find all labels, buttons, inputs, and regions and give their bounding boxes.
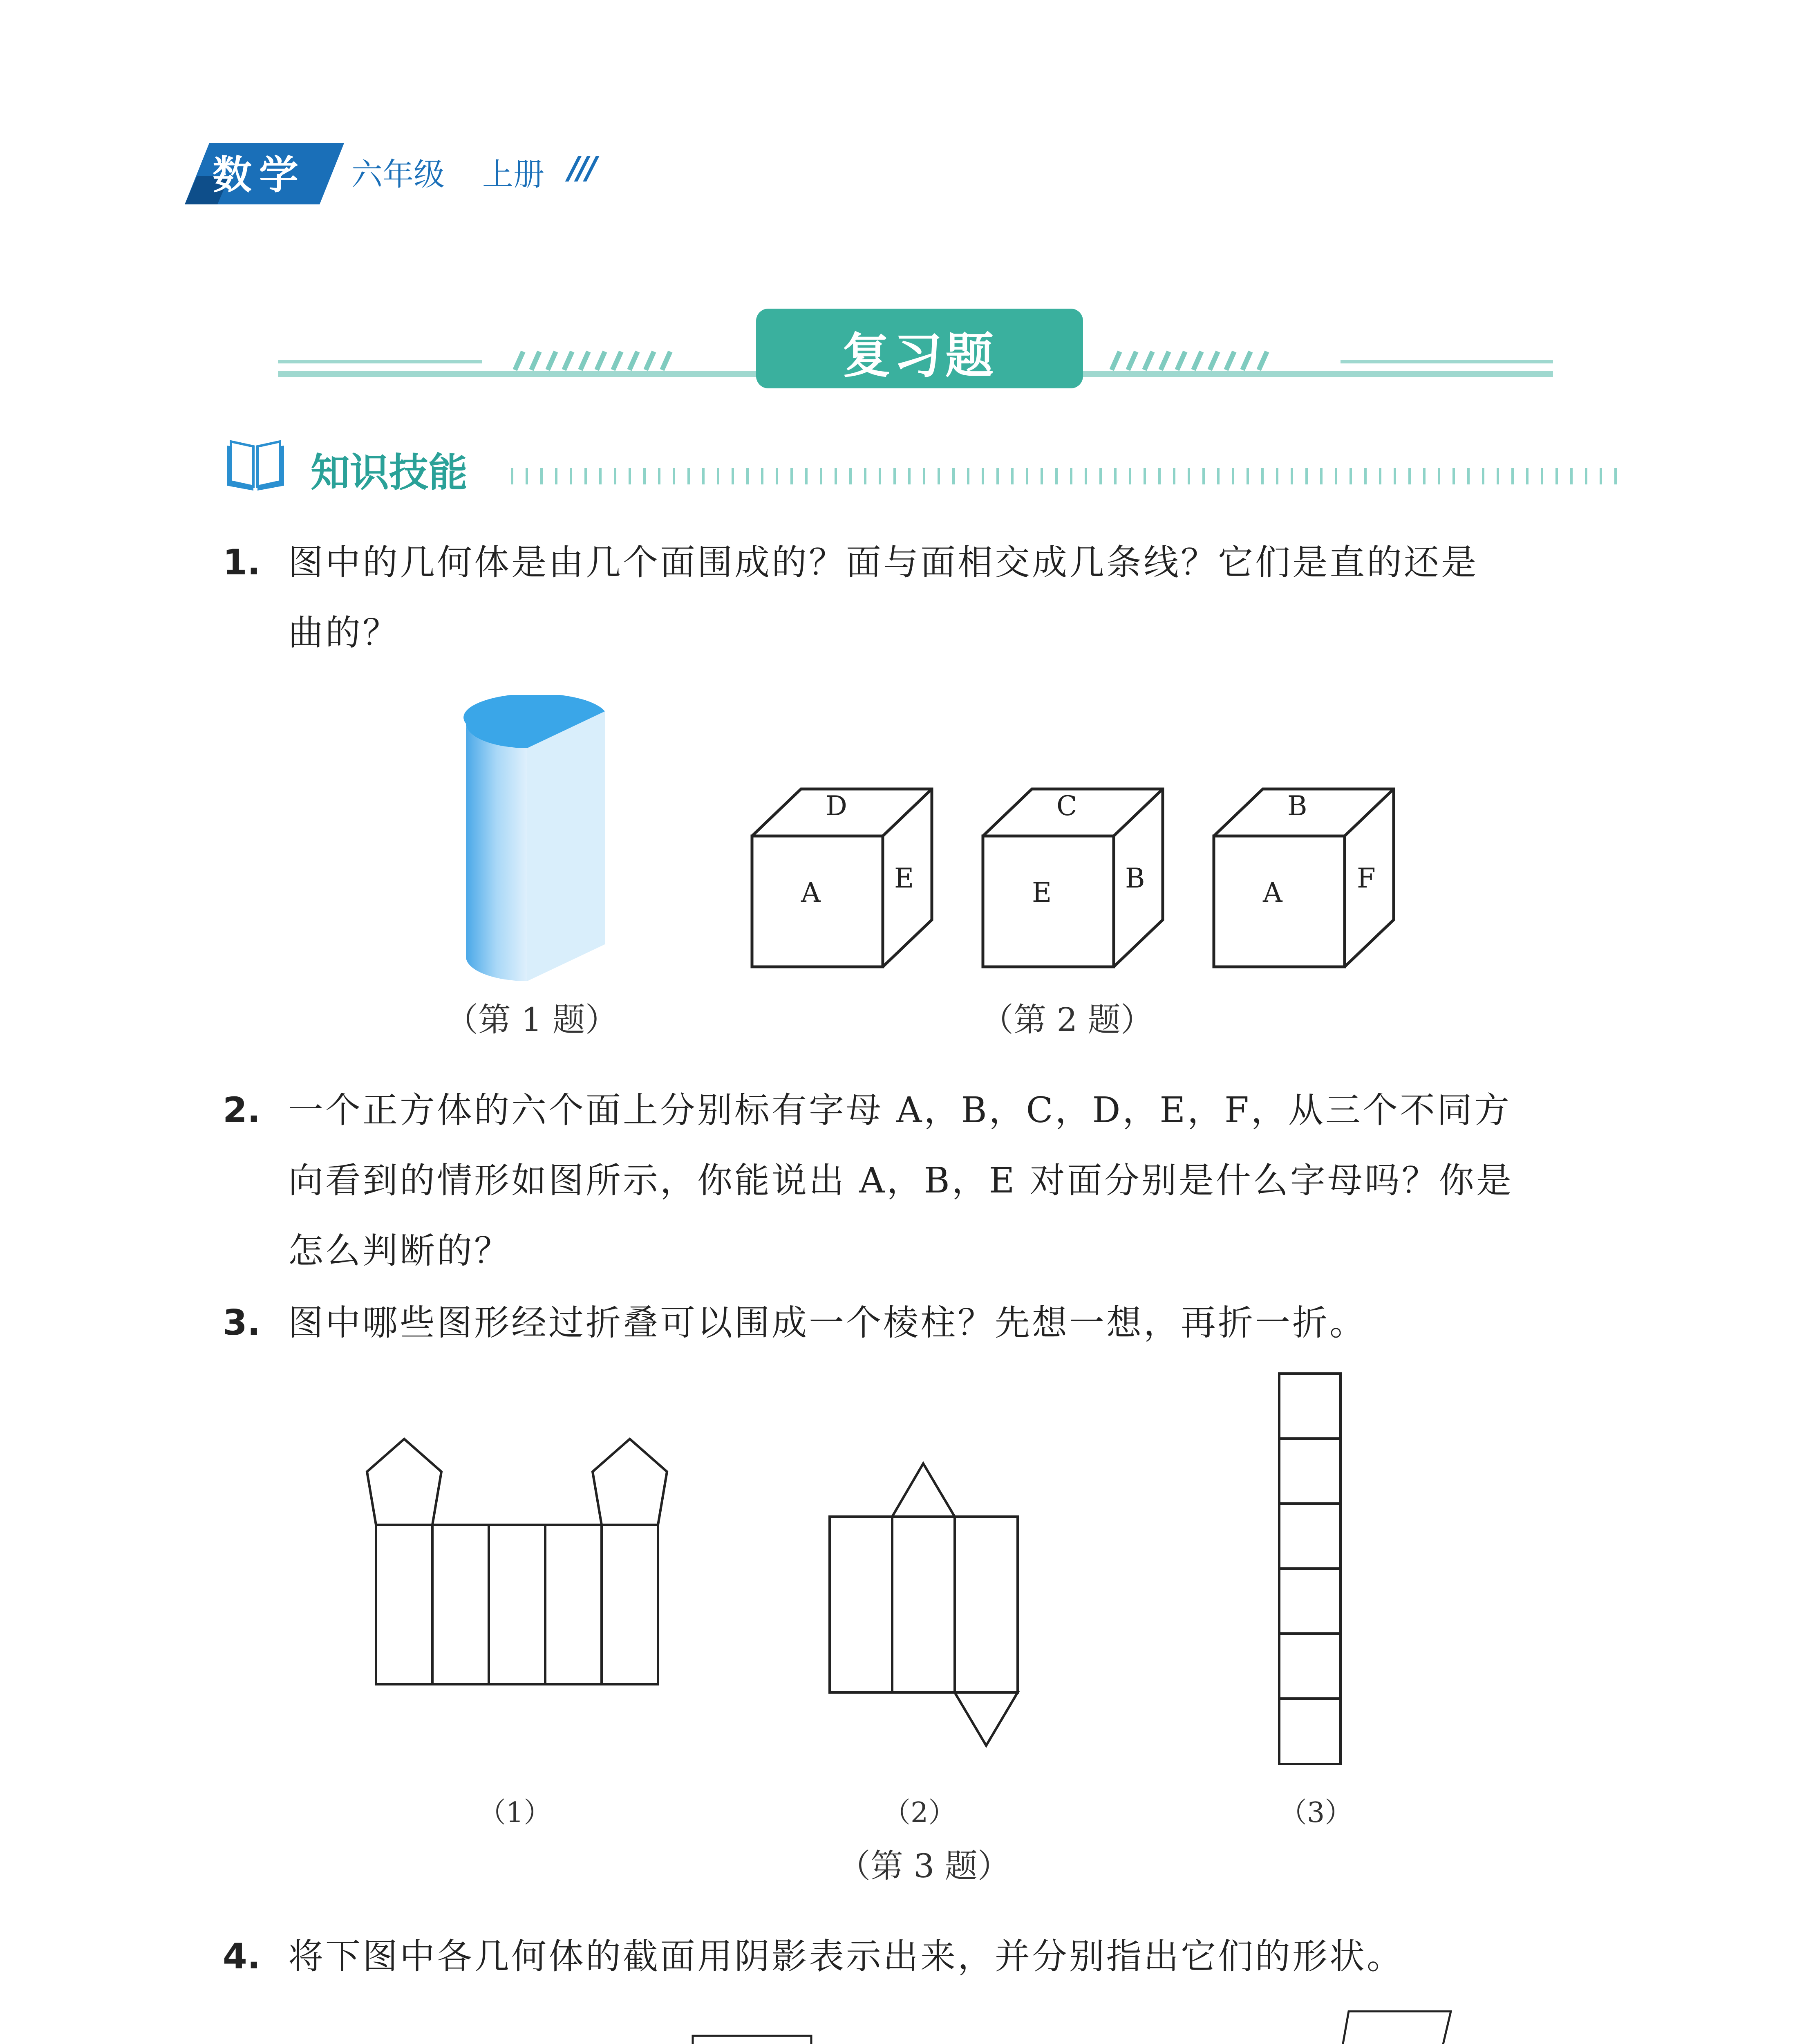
- question-1-line-2: 曲的？: [288, 612, 400, 653]
- open-book-icon: [223, 437, 288, 495]
- figure-3-label-1: （1）: [478, 1797, 552, 1829]
- question-3-number: 3.: [223, 1302, 261, 1343]
- half-cylinder-figure: [450, 695, 621, 997]
- question-2-line-3: 怎么判断的？: [288, 1230, 511, 1271]
- cube-2-top-label: C: [1056, 790, 1077, 822]
- cube-3-side-label: F: [1357, 863, 1376, 894]
- slanted-prism-section-figure: [1271, 2007, 1467, 2044]
- subject-title: 数学: [213, 152, 306, 198]
- cube-1-top-label: D: [826, 790, 847, 822]
- question-4-line-1: 将下图中各几何体的截面用阴影表示出来，并分别指出它们的形状。: [288, 1936, 1404, 1977]
- figure-3-label-2: （2）: [883, 1797, 956, 1829]
- cube-2-side-label: B: [1125, 863, 1145, 894]
- cube-2-front-label: E: [1032, 877, 1052, 908]
- question-3-line-1: 图中哪些图形经过折叠可以围成一个棱柱？先想一想，再折一折。: [288, 1302, 1367, 1343]
- figure-1-caption: （第 1 题）: [445, 1001, 618, 1039]
- dotted-rule: [511, 468, 1618, 484]
- header-slash-mark: ///: [568, 150, 595, 186]
- grade-label: 六年级: [351, 156, 445, 193]
- triangular-prism-net: [821, 1455, 1026, 1750]
- question-4-number: 4.: [223, 1936, 261, 1977]
- volume-label: 上册: [482, 156, 544, 193]
- question-1-number: 1.: [223, 542, 261, 583]
- square-strip-net: [1271, 1369, 1349, 1770]
- cube-1-front-label: A: [801, 877, 821, 908]
- cube-1-side-label: E: [894, 863, 914, 894]
- question-2-line-1: 一个正方体的六个面上分别标有字母 A，B，C，D，E，F，从三个不同方: [288, 1090, 1511, 1131]
- section-title: 复习题: [842, 327, 997, 384]
- question-2-number: 2.: [223, 1090, 261, 1131]
- question-2-line-2: 向看到的情形如图所示，你能说出 A，B，E 对面分别是什么字母吗？你是: [288, 1160, 1513, 1201]
- question-1-line-1: 图中的几何体是由几个面围成的？面与面相交成几条线？它们是直的还是: [288, 542, 1478, 583]
- figure-2-caption: （第 2 题）: [981, 1001, 1153, 1039]
- cube-3-front-label: A: [1263, 877, 1282, 908]
- cube-3-top-label: B: [1287, 790, 1307, 822]
- knowledge-heading: 知识技能: [311, 450, 468, 495]
- figure-3-label-3: （3）: [1279, 1797, 1353, 1829]
- cylinder-section-figure: [687, 2032, 817, 2044]
- figure-3-caption: （第 3 题）: [838, 1847, 1010, 1885]
- pentagonal-prism-net: [351, 1431, 678, 1697]
